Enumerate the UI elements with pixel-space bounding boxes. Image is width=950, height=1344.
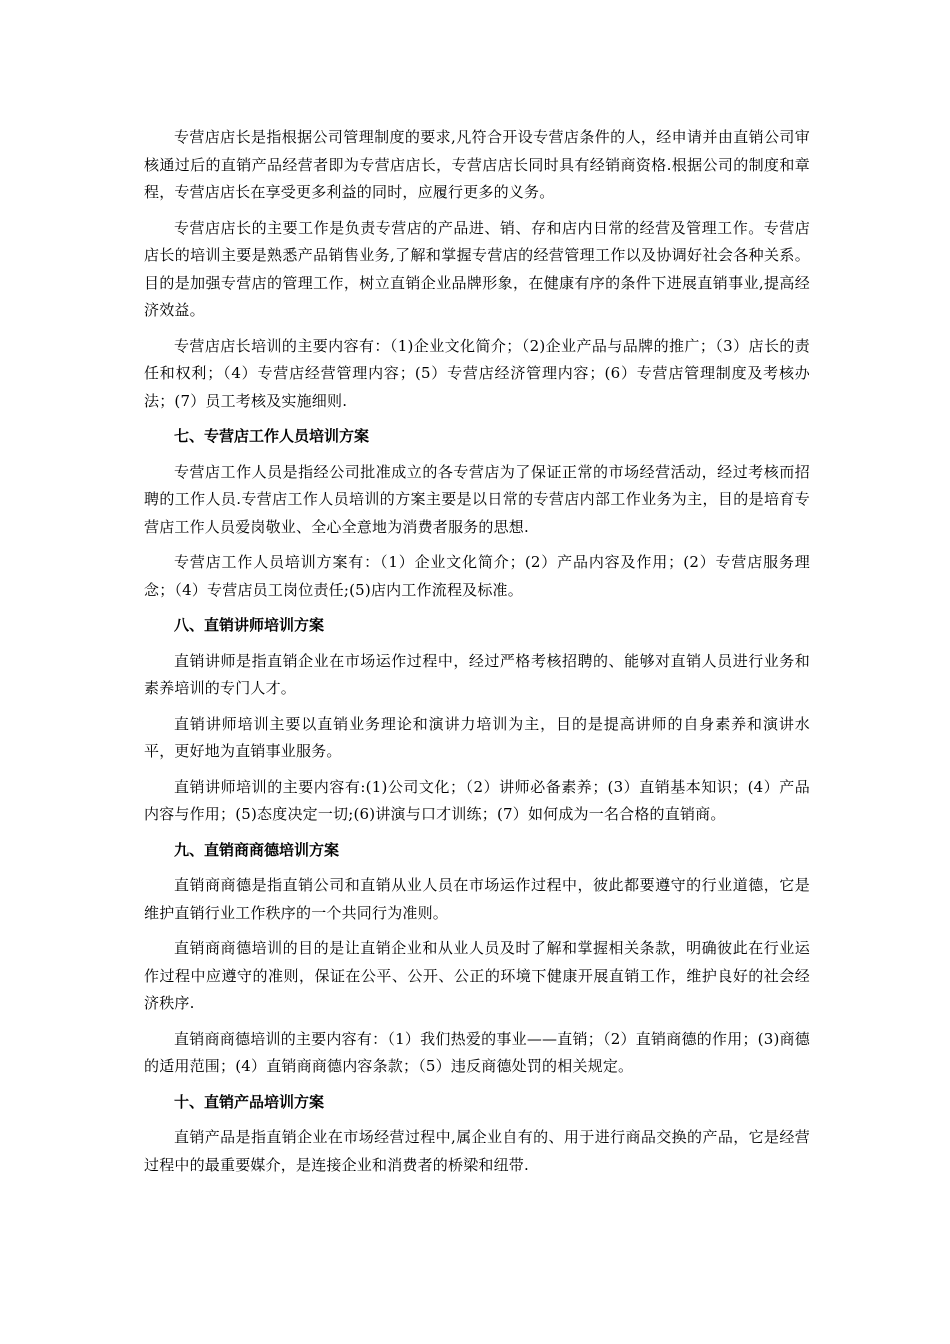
- para-product-definition: 直销产品是指直销企业在市场经营过程中,属企业自有的、用于进行商品交换的产品，它是经营过程中的最重要媒介，是连接企业和消费者的桥梁和纽带.: [144, 1128, 810, 1174]
- heading-section-8: 八、直销讲师培训方案: [174, 616, 325, 634]
- heading-section-10: 十、直销产品培训方案: [174, 1092, 325, 1111]
- heading-section-9: 九、直销商商德培训方案: [174, 840, 340, 859]
- document-body: [144, 124, 810, 1187]
- para-ethics-content: 直销商商德培训的主要内容有：（1）我们热爱的事业——直销；（2）直销商德的作用；(3)商德的适用范围；(4）直销商商德内容条款；（5）违反商德处罚的相关规定。: [144, 1029, 810, 1075]
- para-lecturer-content: 直销讲师培训的主要内容有:(1)公司文化；（2）讲师必备素养；(3）直销基本知识；(4）产品内容与作用；(5)态度决定一切;(6)讲演与口才训练；(7）如何成为一名合格的直销商。: [144, 777, 810, 823]
- para-store-manager-work: 专营店店长的主要工作是负责专营店的产品进、销、存和店内日常的经营及管理工作。专营店店长的培训主要是熟悉产品销售业务,了解和掌握专营店的经营管理工作以及协调好社会各种关系。目的是加强专营店的管理工作，树立直销企业品牌形象，在健康有序的条件下进展直销事业,提高经济效益。: [144, 218, 810, 319]
- para-ethics-purpose: 直销商商德培训的目的是让直销企业和从业人员及时了解和掌握相关条款，明确彼此在行业运作过程中应遵守的准则，保证在公平、公开、公正的环境下健康开展直销工作，维护良好的社会经济秩序.: [144, 939, 810, 1012]
- para-lecturer-definition: 直销讲师是指直销企业在市场运作过程中，经过严格考核招聘的、能够对直销人员进行业务和素养培训的专门人才。: [144, 651, 810, 697]
- para-lecturer-purpose: 直销讲师培训主要以直销业务理论和演讲力培训为主，目的是提高讲师的自身素养和演讲水平，更好地为直销事业服务。: [144, 714, 810, 760]
- para-store-staff-content: 专营店工作人员培训方案有：（1）企业文化简介；(2）产品内容及作用；(2）专营店服务理念；（4）专营店员工岗位责任;(5)店内工作流程及标准。: [144, 553, 810, 599]
- heading-section-7: 七、专营店工作人员培训方案: [174, 427, 370, 445]
- para-ethics-definition: 直销商商德是指直销公司和直销从业人员在市场运作过程中，彼此都要遵守的行业道德，它是维护直销行业工作秩序的一个共同行为准则。: [144, 876, 810, 922]
- para-store-staff-definition: 专营店工作人员是指经公司批准成立的各专营店为了保证正常的市场经营活动，经过考核而招聘的工作人员.专营店工作人员培训的方案主要是以日常的专营店内部工作业务为主，目的是培育专营店工作人员爱岗敬业、全心全意地为消费者服务的思想.: [144, 462, 810, 536]
- para-store-manager-definition: 专营店店长是指根据公司管理制度的要求,凡符合开设专营店条件的人，经申请并由直销公司审核通过后的直销产品经营者即为专营店店长，专营店店长同时具有经销商资格.根据公司的制度和章程，专营店店长在享受更多利益的同时，应履行更多的义务。: [144, 128, 810, 201]
- para-store-manager-content: 专营店店长培训的主要内容有：（1)企业文化简介；（2)企业产品与品牌的推广；（3）店长的责任和权利；（4）专营店经营管理内容；(5）专营店经济管理内容；(6）专营店管理制度及考核办法；(7）员工考核及实施细则.: [144, 336, 810, 410]
